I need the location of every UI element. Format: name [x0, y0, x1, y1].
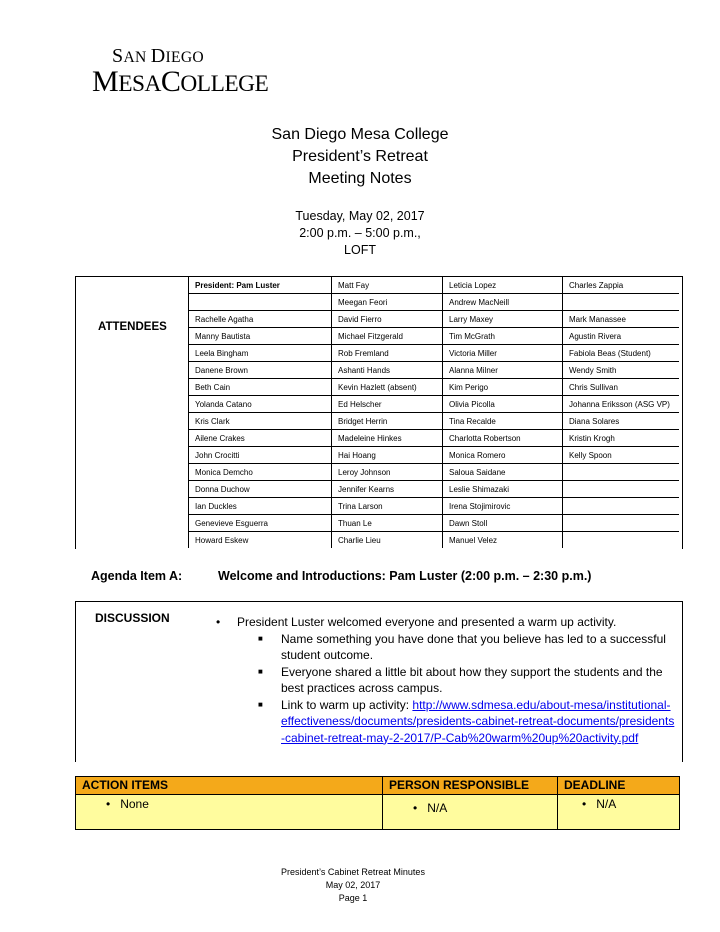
attendee-row — [189, 379, 680, 396]
bullet-icon: • — [582, 797, 597, 811]
agenda-item-label: Agenda Item A: — [91, 569, 183, 583]
attendee-cell: Victoria Miller — [443, 345, 563, 362]
attendee-row — [189, 413, 680, 430]
meeting-location: LOFT — [344, 243, 376, 257]
attendees-section — [75, 276, 683, 549]
attendee-cell — [563, 481, 680, 498]
discussion-bullet: • President Luster welcomed everyone and presented a warm up activity. — [216, 615, 617, 629]
college-logo: SAN DIEGO MESACOLLEGE — [92, 45, 269, 98]
attendee-cell — [563, 464, 680, 481]
attendee-cell — [563, 498, 680, 515]
discussion-sub-bullet: ■ Name something you have done that you believe has led to a successful student outcome. — [258, 631, 666, 662]
attendee-row — [189, 498, 680, 515]
attendee-row — [189, 277, 680, 294]
attendee-cell: Ed Helscher — [332, 396, 443, 413]
attendee-cell: Donna Duchow — [189, 481, 332, 498]
discussion-label: DISCUSSION — [95, 611, 170, 625]
attendee-row — [189, 362, 680, 379]
attendee-cell: Monica Demcho — [189, 464, 332, 481]
meeting-meta — [0, 208, 720, 259]
attendee-row — [189, 447, 680, 464]
attendee-cell: Meegan Feori — [332, 294, 443, 311]
attendee-cell: Manuel Velez — [443, 532, 563, 549]
attendee-cell: Thuan Le — [332, 515, 443, 532]
attendee-cell: Leela Bingham — [189, 345, 332, 362]
attendee-cell: Leroy Johnson — [332, 464, 443, 481]
attendee-cell: Wendy Smith — [563, 362, 680, 379]
attendee-cell — [563, 532, 680, 549]
attendee-cell: Bridget Herrin — [332, 413, 443, 430]
discussion-sub-bullet: ■ Everyone shared a little bit about how they support the students and the best practices across campus. — [258, 664, 663, 695]
attendee-cell: David Fierro — [332, 311, 443, 328]
title-line-1: San Diego Mesa College — [271, 126, 449, 143]
attendee-cell: Matt Fay — [332, 277, 443, 294]
attendee-cell — [189, 294, 332, 311]
square-bullet-icon: ■ — [258, 633, 263, 643]
attendee-cell: Larry Maxey — [443, 311, 563, 328]
attendee-cell: Tina Recalde — [443, 413, 563, 430]
attendee-cell: Andrew MacNeill — [443, 294, 563, 311]
attendee-cell: Madeleine Hinkes — [332, 430, 443, 447]
attendees-label: ATTENDEES — [98, 321, 167, 333]
attendee-cell: Yolanda Catano — [189, 396, 332, 413]
person-cell: • N/A — [383, 795, 558, 830]
action-items-header: ACTION ITEMS — [76, 777, 383, 795]
attendee-cell: Fabiola Beas (Student) — [563, 345, 680, 362]
attendee-cell: Diana Solares — [563, 413, 680, 430]
square-bullet-icon: ■ — [258, 699, 263, 709]
attendee-cell — [563, 294, 680, 311]
title-line-2: President’s Retreat — [292, 148, 428, 165]
document-title — [0, 124, 720, 190]
attendee-cell: Chris Sullivan — [563, 379, 680, 396]
attendee-cell: Charles Zappia — [563, 277, 680, 294]
meeting-date: Tuesday, May 02, 2017 — [295, 209, 425, 223]
attendee-cell: Kevin Hazlett (absent) — [332, 379, 443, 396]
bullet-icon: • — [106, 797, 121, 811]
discussion-section — [75, 601, 683, 762]
attendee-row — [189, 515, 680, 532]
attendee-cell: Ian Duckles — [189, 498, 332, 515]
attendee-cell: John Crocitti — [189, 447, 332, 464]
discussion-body — [216, 614, 676, 746]
title-line-3: Meeting Notes — [308, 170, 412, 187]
attendee-cell: Dawn Stoll — [443, 515, 563, 532]
bullet-icon: • — [216, 615, 221, 629]
attendee-cell: Kristin Krogh — [563, 430, 680, 447]
attendee-cell: Johanna Eriksson (ASG VP) — [563, 396, 680, 413]
meeting-time: 2:00 p.m. – 5:00 p.m., — [299, 226, 421, 240]
attendee-cell: Saloua Saidane — [443, 464, 563, 481]
attendee-cell: Howard Eskew — [189, 532, 332, 549]
deadline-header: DEADLINE — [558, 777, 680, 795]
attendee-cell: Manny Bautista — [189, 328, 332, 345]
attendee-cell: Kris Clark — [189, 413, 332, 430]
action-items-table — [75, 776, 680, 830]
bullet-icon: • — [413, 801, 428, 815]
attendee-cell: Trina Larson — [332, 498, 443, 515]
attendee-cell: President: Pam Luster — [189, 277, 332, 294]
attendee-cell: Hai Hoang — [332, 447, 443, 464]
attendee-row — [189, 430, 680, 447]
attendee-cell: Rachelle Agatha — [189, 311, 332, 328]
attendee-cell: Kelly Spoon — [563, 447, 680, 464]
page-footer: President’s Cabinet Retreat Minutes May 02, 2017 Page 1 — [281, 867, 425, 903]
attendee-cell: Danene Brown — [189, 362, 332, 379]
attendee-cell: Jennifer Kearns — [332, 481, 443, 498]
warm-up-activity-link[interactable]: http://www.sdmesa.edu/about-mesa/institutional-effectiveness/documents/presidents-cabinet-retreat-documents/presidents-cabinet-retreat-may-2-2017/P-Cab%20warm%20up%20activity.pdf — [281, 697, 675, 745]
attendee-row — [189, 396, 680, 413]
attendee-row — [189, 345, 680, 362]
attendees-table — [188, 277, 679, 548]
attendee-cell: Mark Manassee — [563, 311, 680, 328]
attendee-cell: Charlie Lieu — [332, 532, 443, 549]
action-item-cell: • None — [76, 795, 383, 830]
attendee-row — [189, 294, 680, 311]
attendee-cell: Leslie Shimazaki — [443, 481, 563, 498]
attendee-cell: Rob Fremland — [332, 345, 443, 362]
attendee-cell: Kim Perigo — [443, 379, 563, 396]
attendee-cell: Beth Cain — [189, 379, 332, 396]
attendee-cell: Alanna Milner — [443, 362, 563, 379]
attendee-cell: Tim McGrath — [443, 328, 563, 345]
discussion-sub-bullet: ■ Link to warm up activity: http://www.sdmesa.edu/about-mesa/institutional-effectiveness/documents/presidents-cabinet-retreat-documents/presidents-cabinet-retreat-may-2-2017/P-Cab%20warm%20up%20activity.pdf — [258, 697, 675, 745]
attendee-cell: Michael Fitzgerald — [332, 328, 443, 345]
attendee-cell: Irena Stojimirovic — [443, 498, 563, 515]
attendee-row — [189, 481, 680, 498]
attendee-cell: Agustin Rivera — [563, 328, 680, 345]
attendee-cell: Monica Romero — [443, 447, 563, 464]
attendee-cell: Charlotta Robertson — [443, 430, 563, 447]
square-bullet-icon: ■ — [258, 666, 263, 676]
attendee-row — [189, 532, 680, 549]
attendee-cell: Ashanti Hands — [332, 362, 443, 379]
person-responsible-header: PERSON RESPONSIBLE — [383, 777, 558, 795]
attendee-row — [189, 328, 680, 345]
attendee-cell — [563, 515, 680, 532]
agenda-item-title: Welcome and Introductions: Pam Luster (2:00 p.m. – 2:30 p.m.) — [218, 569, 592, 583]
attendee-cell: Genevieve Esguerra — [189, 515, 332, 532]
attendee-row — [189, 311, 680, 328]
attendee-cell: Ailene Crakes — [189, 430, 332, 447]
attendee-row — [189, 464, 680, 481]
deadline-cell: • N/A — [558, 795, 680, 830]
attendee-cell: Leticia Lopez — [443, 277, 563, 294]
attendee-cell: Olivia Picolla — [443, 396, 563, 413]
